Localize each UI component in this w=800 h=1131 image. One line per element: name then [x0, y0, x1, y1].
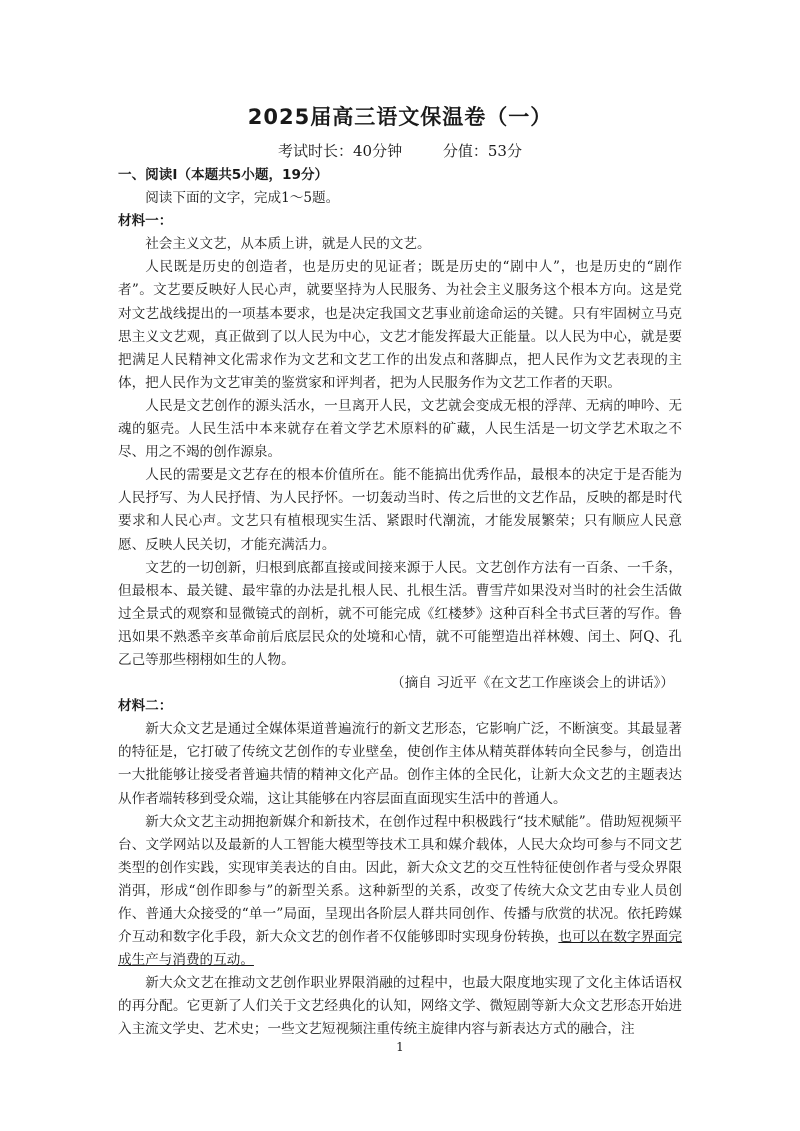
material-two-paragraph-2	[118, 811, 682, 973]
material-one-paragraph-2: 人民既是历史的创造者，也是历史的见证者；既是历史的“剧中人”，也是历史的“剧作者”。文艺要反映好人民心声，就要坚持为人民服务、为社会主义服务这个根本方向。这是党对文艺战线提出的一项基本要求，也是决定我国文艺事业前途命运的关键。只有牢固树立马克思主义文艺观，真正做到了以人民为中心，文艺才能发挥最大正能量。以人民为中心，就是要把满足人民精神文化需求作为文艺和文艺工作的出发点和落脚点，把人民作为文艺表现的主体，把人民作为文艺审美的鉴赏家和评判者，把为人民服务作为文艺工作者的天职。	[118, 259, 682, 391]
page-number: 1	[396, 1040, 404, 1054]
material-one-paragraph-1: 社会主义文艺，从本质上讲，就是人民的文艺。	[145, 236, 431, 253]
material-one-paragraph-5: 文艺的一切创新，归根到底都直接或间接来源于人民。文艺创作方法有一百条、一千条，但最根本、最关键、最牢靠的办法是扎根人民、扎根生活。曹雪芹如果没对当时的社会生活做过全景式的观察和显微镜式的剖析，就不可能完成《红楼梦》这种百科全书式巨著的写作。鲁迅如果不熟悉辛亥革命前后底层民众的处境和心情，就不可能塑造出祥林嫂、闰土、阿Q、孔乙己等那些栩栩如生的人物。	[118, 559, 682, 668]
material-two-label: 材料二：	[118, 698, 173, 715]
material-one-paragraph-4: 人民的需要是文艺存在的根本价值所在。能不能搞出优秀作品，最根本的决定于是否能为人民抒写、为人民抒情、为人民抒怀。一切轰动当时、传之后世的文艺作品，反映的都是时代要求和人民心声。文艺只有植根现实生活、紧跟时代潮流，才能发展繁荣；只有顺应人民意愿、反映人民关切，才能充满活力。	[118, 467, 682, 553]
exam-meta	[0, 140, 800, 161]
material-one-paragraph-3: 人民是文艺创作的源头活水，一旦离开人民，文艺就会变成无根的浮萍、无病的呻吟、无魂的躯壳。人民生活中本来就存在着文学艺术原料的矿藏，人民生活是一切文学艺术取之不尽、用之不竭的创作源泉。	[118, 397, 682, 461]
material-two-paragraph-1: 新大众文艺是通过全媒体渠道普遍流行的新文艺形态，它影响广泛，不断演变。其最显著的特征是，它打破了传统文艺创作的专业壁垒，使创作主体从精英群体转向全民参与，创造出一大批能够让接受者普遍共情的精神文化产品。创作主体的全民化，让新大众文艺的主题表达从作者端转移到受众端，这让其能够在内容层面直面现实生活中的普通人。	[118, 721, 682, 807]
material-one-source: （摘自 习近平《在文艺工作座谈会上的讲话》）	[391, 675, 674, 692]
material-one-label: 材料一：	[118, 213, 173, 230]
material-two-paragraph-3: 新大众文艺在推动文艺创作职业界限消融的过程中，也最大限度地实现了文化主体话语权的再分配。它更新了人们关于文艺经典化的认知，网络文学、微短剧等新大众文艺形态开始进入主流文学史、艺术史；一些文艺短视频注重传统主旋律内容与新表达方式的融合，注	[118, 975, 682, 1038]
underlined-sentence: 也可以在数字界面完成生产与消费的互动。	[118, 929, 683, 969]
exam-score: 分值：53分	[442, 142, 522, 160]
exam-title: 2025届高三语文保温卷（一）	[247, 105, 553, 129]
exam-content	[118, 164, 682, 1042]
section-instruction: 阅读下面的文字，完成1～5题。	[145, 190, 340, 207]
section-heading: 一、阅读Ⅰ（本题共5小题，19分）	[118, 167, 329, 183]
material-two-paragraph-2-text: 新大众文艺主动拥抱新媒介和新技术，在创作过程中积极践行“技术赋能”。借助短视频平台、文学网站以及最新的人工智能大模型等技术工具和媒介载体，人民大众均可参与不同文艺类型的创作实践，实现审美表达的自由。因此，新大众文艺的交互性特征使创作者与受众界限消弭，形成“创作即参与”的新型关系。这种新型的关系，改变了传统大众文艺由专业人员创作、普通大众接受的“单一”局面，呈现出各阶层人群共同创作、传播与欣赏的状况。依托跨媒介互动和数字化手段，新大众文艺的创作者不仅能够即时实现身份转换，	[118, 813, 682, 946]
exam-time: 考试时长：40分钟	[278, 142, 403, 160]
